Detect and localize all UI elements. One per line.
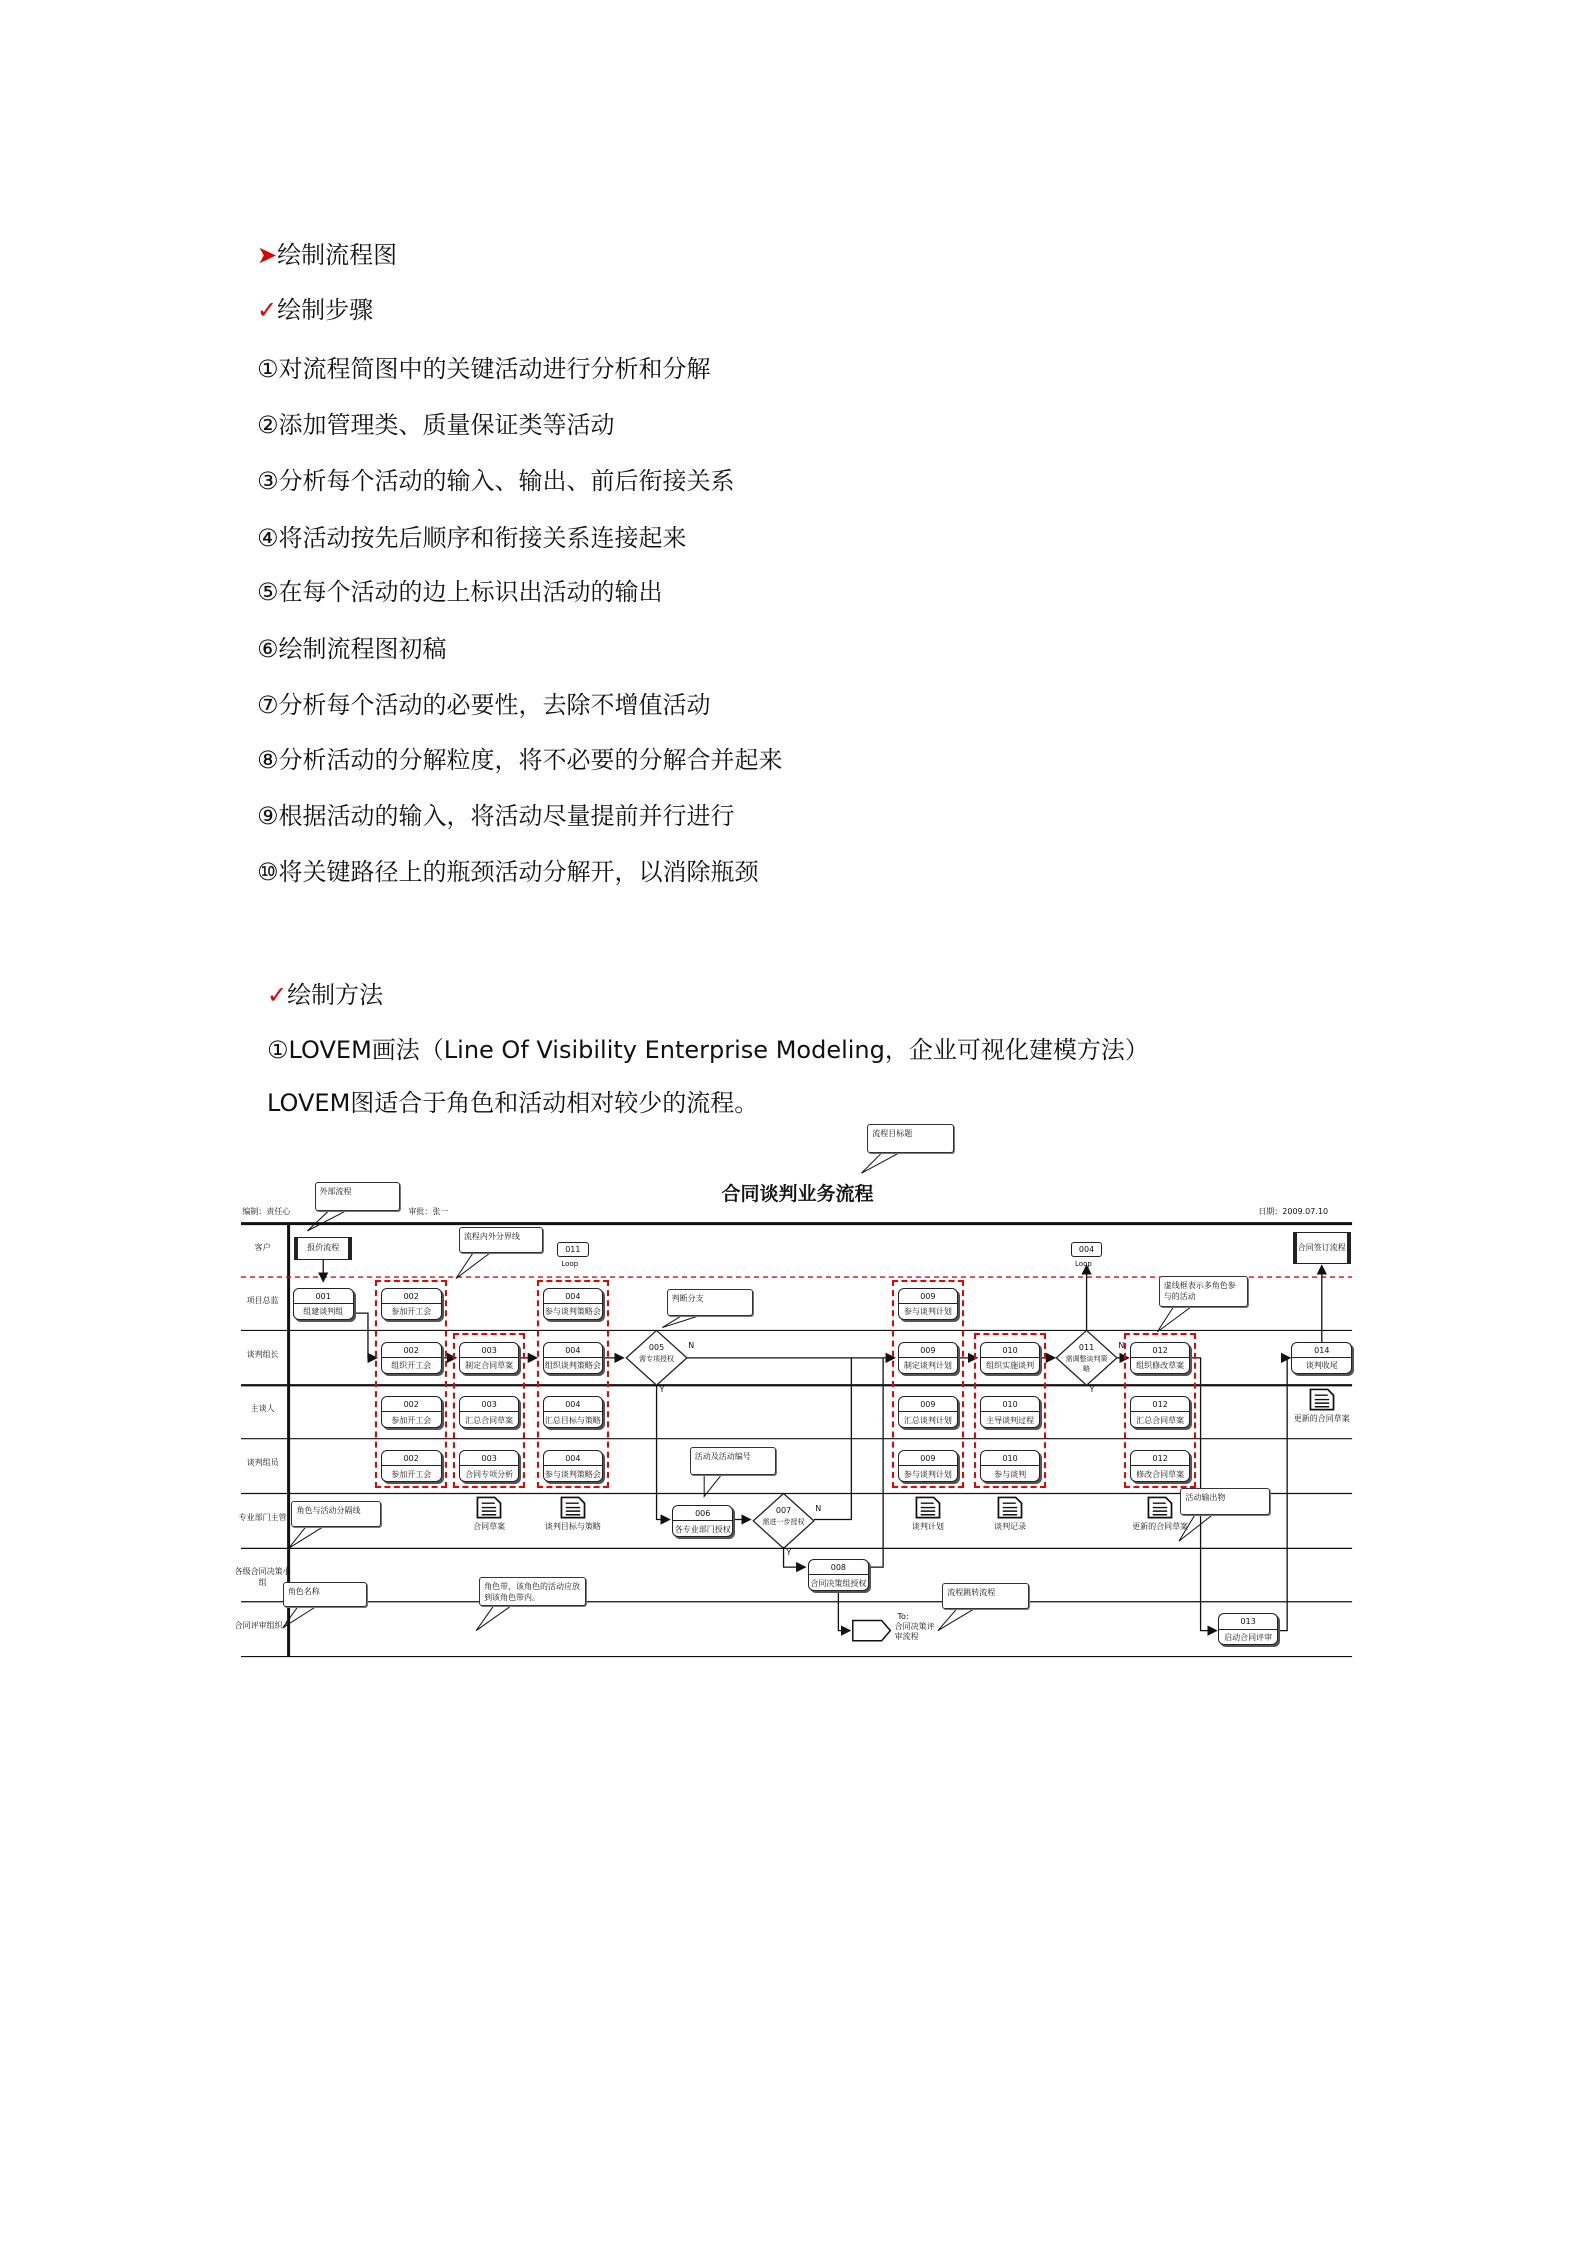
activity-label: 组织实施谈判 [986,1361,1035,1371]
activity-number: 002 [382,1451,441,1466]
decision-yes: Y [786,1548,792,1558]
decision-no: N [1118,1340,1125,1350]
activity-box[interactable] [381,1396,442,1428]
activity-box[interactable] [381,1342,442,1374]
heading: 绘制流程图 [277,241,398,269]
activity-label: 启动合同评审 [1224,1632,1273,1642]
activity-label: 参加开工会 [391,1415,432,1425]
approver-label: 审批：张一 [408,1207,449,1217]
step-item: ③分析每个活动的输入、输出、前后衔接关系 [257,467,735,495]
activity-label: 参与谈判计划 [903,1469,952,1479]
decision-number: 007 [775,1506,792,1516]
activity-box[interactable] [1218,1613,1279,1645]
method-1: ①LOVEM画法（Line Of Visibility Enterprise Modeling，企业可视化建模方法） [267,1036,1149,1064]
activity-box[interactable] [1291,1342,1352,1374]
callout-pointer [938,1609,974,1631]
step-item: ⑥绘制流程图初稿 [257,635,447,663]
activity-label: 组织开工会 [391,1361,432,1371]
activity-number: 003 [460,1397,519,1412]
offpage-connector[interactable] [853,1620,891,1640]
step-item: ⑧分析活动的分解粒度，将不必要的分解合并起来 [257,746,783,774]
document-icon [1147,1496,1173,1519]
document-icon [560,1496,586,1519]
external-process[interactable]: 报价流程 [294,1237,352,1260]
activity-label: 谈判收尾 [1305,1361,1338,1371]
activity-label: 参与谈判策略会 [544,1469,601,1479]
activity-box[interactable] [543,1342,604,1374]
activity-box[interactable] [898,1450,959,1482]
activity-box[interactable] [381,1288,442,1320]
callout-pointer [289,1527,324,1549]
activity-number: 004 [544,1289,603,1304]
connector-line [354,1313,377,1358]
activity-number: 002 [382,1343,441,1358]
annotation-callout: 流程目标题 [867,1124,954,1153]
activity-box[interactable] [543,1450,604,1482]
annotation-callout: 活动输出物 [1180,1488,1269,1515]
activity-box[interactable] [459,1450,520,1482]
document-label: 更新的合同草案 [1132,1522,1189,1532]
activity-label: 合同专项分析 [465,1469,514,1479]
document-label: 谈判记录 [994,1522,1027,1532]
method-title: 绘制方法 [287,981,384,1009]
decision-label: 需进一步授权 [762,1517,805,1526]
steps-title: 绘制步骤 [277,296,374,324]
activity-number: 012 [1131,1397,1190,1412]
activity-number: 004 [544,1397,603,1412]
step-item: ⑩将关键路径上的瓶颈活动分解开，以消除瓶颈 [257,858,759,886]
decision-label: 需调整谈判策略 [1065,1354,1108,1373]
document-label: 更新的合同草案 [1293,1414,1350,1424]
activity-label: 汇总目标与策略 [544,1415,601,1425]
decision-number: 011 [1078,1343,1095,1353]
activity-label: 汇总合同草案 [465,1415,514,1425]
activity-label: 制定谈判计划 [903,1361,952,1371]
activity-box[interactable] [672,1505,733,1537]
step-item: ⑤在每个活动的边上标识出活动的输出 [257,578,663,606]
activity-number: 004 [544,1343,603,1358]
activity-label: 修改合同草案 [1136,1469,1185,1479]
annotation-callout: 流程内外分界线 [459,1227,543,1253]
date-label: 日期：2009.07.10 [1258,1207,1329,1217]
activity-label: 参加开工会 [391,1469,432,1479]
lane-label: 主谈人 [250,1404,275,1414]
activity-number: 012 [1131,1451,1190,1466]
activity-number: 003 [460,1451,519,1466]
document-icon [476,1496,502,1519]
activity-number: 001 [294,1289,353,1304]
connector-line [870,1358,883,1567]
decision-no: N [815,1503,822,1513]
activity-number: 010 [981,1343,1040,1358]
lane-label: 合同评审组织人 [234,1621,291,1631]
activity-number: 009 [899,1451,958,1466]
loop-label: Loop [561,1259,579,1268]
callout-pointer [476,1606,511,1631]
lane-label: 客户 [254,1242,271,1252]
annotation-callout: 虚线框表示多角色参与的活动 [1159,1276,1248,1308]
external-process[interactable]: 合同签订流程 [1293,1232,1351,1264]
activity-number: 009 [899,1397,958,1412]
activity-number: 002 [382,1289,441,1304]
step-item: ①对流程简图中的关键活动进行分析和分解 [257,355,711,383]
loop-label: Loop [1075,1259,1092,1268]
method-description: LOVEM图适合于角色和活动相对较少的流程。 [267,1089,759,1117]
offpage-to: To: [897,1611,909,1621]
activity-box[interactable] [898,1342,959,1374]
callout-pointer [456,1253,491,1279]
activity-box[interactable] [543,1396,604,1428]
step-item: ②添加管理类、质量保证类等活动 [257,411,615,439]
offpage-label: 合同决策评审流程 [894,1621,935,1641]
annotation-callout: 流程跳转流程 [942,1583,1029,1609]
callout-pointer [662,1316,698,1328]
activity-label: 参加开工会 [391,1307,432,1317]
activity-box[interactable] [1130,1342,1191,1374]
annotation-callout: 判断分支 [667,1289,754,1316]
activity-box[interactable] [980,1450,1041,1482]
decision-label: 需专项授权 [639,1354,675,1363]
activity-number: 010 [981,1451,1040,1466]
activity-label: 组织修改草案 [1136,1361,1185,1371]
activity-box[interactable] [980,1396,1041,1428]
activity-number: 004 [544,1451,603,1466]
decision-no: N [688,1340,695,1350]
arrow-right-icon: ➤ [257,241,278,269]
loop-connector[interactable]: 011 [557,1242,589,1256]
activity-label: 汇总谈判计划 [903,1415,952,1425]
annotation-callout: 角色与活动分隔线 [291,1501,380,1527]
lane-label: 谈判组员 [246,1458,279,1468]
step-item: ⑨根据活动的输入，将活动尽量提前并行进行 [257,802,735,830]
activity-number: 014 [1292,1343,1351,1358]
callout-pointer [1157,1307,1190,1332]
callout-pointer [861,1153,899,1173]
decision-number: 005 [648,1343,665,1353]
activity-label: 参与谈判计划 [903,1307,952,1317]
step-item: ⑦分析每个活动的必要性，去除不增值活动 [257,691,711,719]
lane-label: 谈判组长 [246,1350,279,1360]
activity-box[interactable] [898,1396,959,1428]
checkmark-icon: ✓ [267,981,288,1009]
decision-yes: Y [1089,1385,1095,1395]
decision-yes: Y [659,1385,665,1395]
activity-box[interactable] [898,1288,959,1320]
activity-box[interactable] [980,1342,1041,1374]
activity-label: 参与谈判 [994,1469,1027,1479]
activity-label: 组建谈判组 [303,1307,344,1317]
step-item: ④将活动按先后顺序和衔接关系连接起来 [257,524,687,552]
document-icon [997,1496,1023,1519]
activity-label: 合同决策组授权 [810,1578,867,1588]
annotation-callout: 角色名称 [283,1582,367,1608]
activity-number: 009 [899,1343,958,1358]
connector-line [657,1385,670,1519]
document-label: 谈判计划 [911,1522,944,1532]
activity-number: 010 [981,1397,1040,1412]
activity-box[interactable] [543,1288,604,1320]
document-label: 合同草案 [473,1522,506,1532]
lane-label: 各级合同决策小组 [234,1567,291,1588]
activity-box[interactable] [293,1288,354,1320]
annotation-callout: 外部流程 [315,1182,400,1211]
compiler-label: 编制：责任心 [242,1207,291,1217]
activity-box[interactable] [808,1559,869,1591]
activity-label: 主导谈判过程 [986,1415,1035,1425]
activity-box[interactable] [381,1450,442,1482]
annotation-callout: 角色带，该角色的活动应放到该角色带内。 [479,1577,586,1606]
activity-number: 006 [673,1506,732,1521]
diagram-title: 合同谈判业务流程 [721,1182,874,1205]
activity-number: 002 [382,1397,441,1412]
activity-label: 汇总合同草案 [1136,1415,1185,1425]
document-label: 谈判目标与策略 [544,1522,601,1532]
activity-label: 各专业部门授权 [674,1524,731,1534]
activity-number: 009 [899,1289,958,1304]
lane-label: 专业部门主管 [238,1513,287,1523]
activity-number: 003 [460,1343,519,1358]
annotation-callout: 活动及活动编号 [690,1447,777,1474]
activity-label: 参与谈判策略会 [544,1307,601,1317]
lane-label: 项目总监 [246,1296,279,1306]
checkmark-icon: ✓ [257,296,278,324]
activity-number: 013 [1219,1614,1278,1629]
activity-number: 012 [1131,1343,1190,1358]
document-icon [1309,1388,1335,1411]
document-icon [915,1496,941,1519]
activity-number: 008 [809,1560,868,1575]
loop-connector[interactable]: 004 [1071,1242,1103,1256]
activity-box[interactable] [1130,1450,1191,1482]
activity-label: 组织谈判策略会 [544,1361,601,1371]
activity-box[interactable] [459,1342,520,1374]
connector-line [1280,1358,1290,1631]
activity-label: 制定合同草案 [465,1361,514,1371]
activity-box[interactable] [459,1396,520,1428]
activity-box[interactable] [1130,1396,1191,1428]
